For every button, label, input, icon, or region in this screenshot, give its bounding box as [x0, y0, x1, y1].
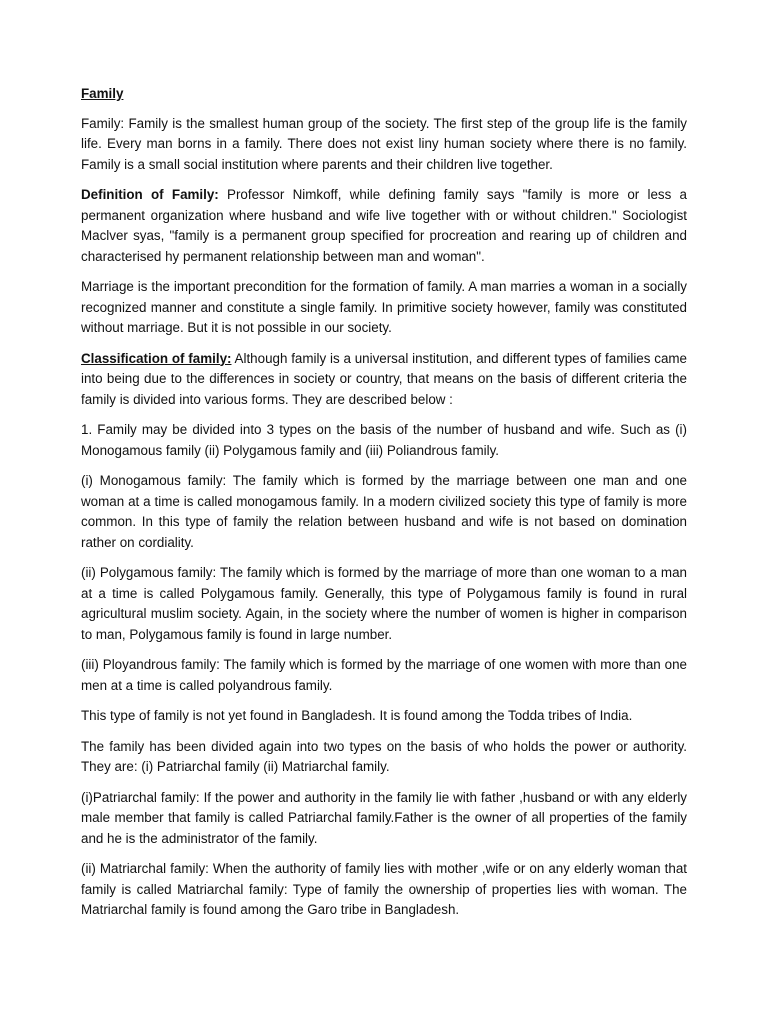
paragraph-classification	[81, 349, 687, 411]
paragraph-heading: Classification of family:	[81, 350, 232, 366]
paragraph-definition	[81, 185, 687, 267]
document-page	[81, 84, 687, 931]
paragraph-text: (i)Patriarchal family: If the power and authority in the family lie with father ,husband or with any elderly male member that family is called Patriarchal family.Father is the owner of all properties of the family and he is the administrator of the family.	[81, 789, 687, 846]
paragraph-text: (ii) Polygamous family: The family which is formed by the marriage of more than one woman to a man at a time is called Polygamous family. Generally, this type of Polygamous family is found in rural agricultural muslim society. Again, in the society where the number of women is higher in comparison to man, Polygamous family is found in large number.	[81, 565, 687, 642]
paragraph-text: (iii) Ployandrous family: The family which is formed by the marriage of one women with more than one men at a time is called polyandrous family.	[81, 657, 687, 693]
paragraph-polygamous	[81, 563, 687, 645]
paragraph-authority	[81, 737, 687, 778]
document-title: Family	[81, 86, 124, 101]
paragraph-text: (i) Monogamous family: The family which is formed by the marriage between one man and one woman at a time is called monogamous family. In a modern civilized society this type of family is more common. In this type of family the relation between husband and wife is not based on domination rather on cordiality.	[81, 473, 687, 550]
paragraph-text: Professor Nimkoff, while defining family says "family is more or less a permanent organization where husband and wife live together with or without children." Sociologist Maclver syas, "family is a permanent group specified for procreation and rearing up of children and characterised hy permanent relationship between man and woman".	[81, 187, 688, 264]
paragraph-text: 1. Family may be divided into 3 types on the basis of the number of husband and wife. Such as (i) Monogamous family (ii) Polygamous family and (iii) Poliandrous family.	[81, 422, 687, 458]
paragraph-matriarchal	[81, 859, 687, 921]
paragraph-types	[81, 420, 687, 461]
paragraph-heading: Definition of Family:	[81, 187, 219, 202]
paragraph-text: The family has been divided again into two types on the basis of who holds the power or authority. They are: (i) Patriarchal family (ii) Matriarchal family.	[81, 738, 687, 774]
paragraph-text: Although family is a universal institution, and different types of families came into being due to the differences in society or country, that means on the basis of different criteria the family is divided into various forms. They are described below :	[81, 350, 687, 407]
paragraph-text: (ii) Matriarchal family: When the authority of family lies with mother ,wife or on any elderly woman that family is called Matriarchal family: Type of family the ownership of properties lies with woman. The Matriarchal family is found among the Garo tribe in Bangladesh.	[81, 861, 687, 917]
paragraph-text: This type of family is not yet found in Bangladesh. It is found among the Todda tribes of India.	[81, 708, 633, 723]
paragraph-text: Family: Family is the smallest human group of the society. The first step of the group life is the family life. Every man borns in a family. There does not exist liny human society where there is no family. Family is a small social institution where parents and their children live together.	[81, 115, 687, 172]
paragraph-monogamous	[81, 471, 687, 553]
paragraph-marriage	[81, 277, 687, 339]
paragraph-polyandrous	[81, 655, 687, 696]
paragraph-patriarchal	[81, 788, 687, 850]
paragraph-text: Marriage is the important precondition for the formation of family. A man marries a woman in a socially recognized manner and constitute a single family. In primitive society however, family was constituted without marriage. But it is not possible in our society.	[81, 279, 687, 335]
paragraph-intro	[81, 114, 687, 176]
paragraph-bangladesh-note	[81, 706, 687, 727]
